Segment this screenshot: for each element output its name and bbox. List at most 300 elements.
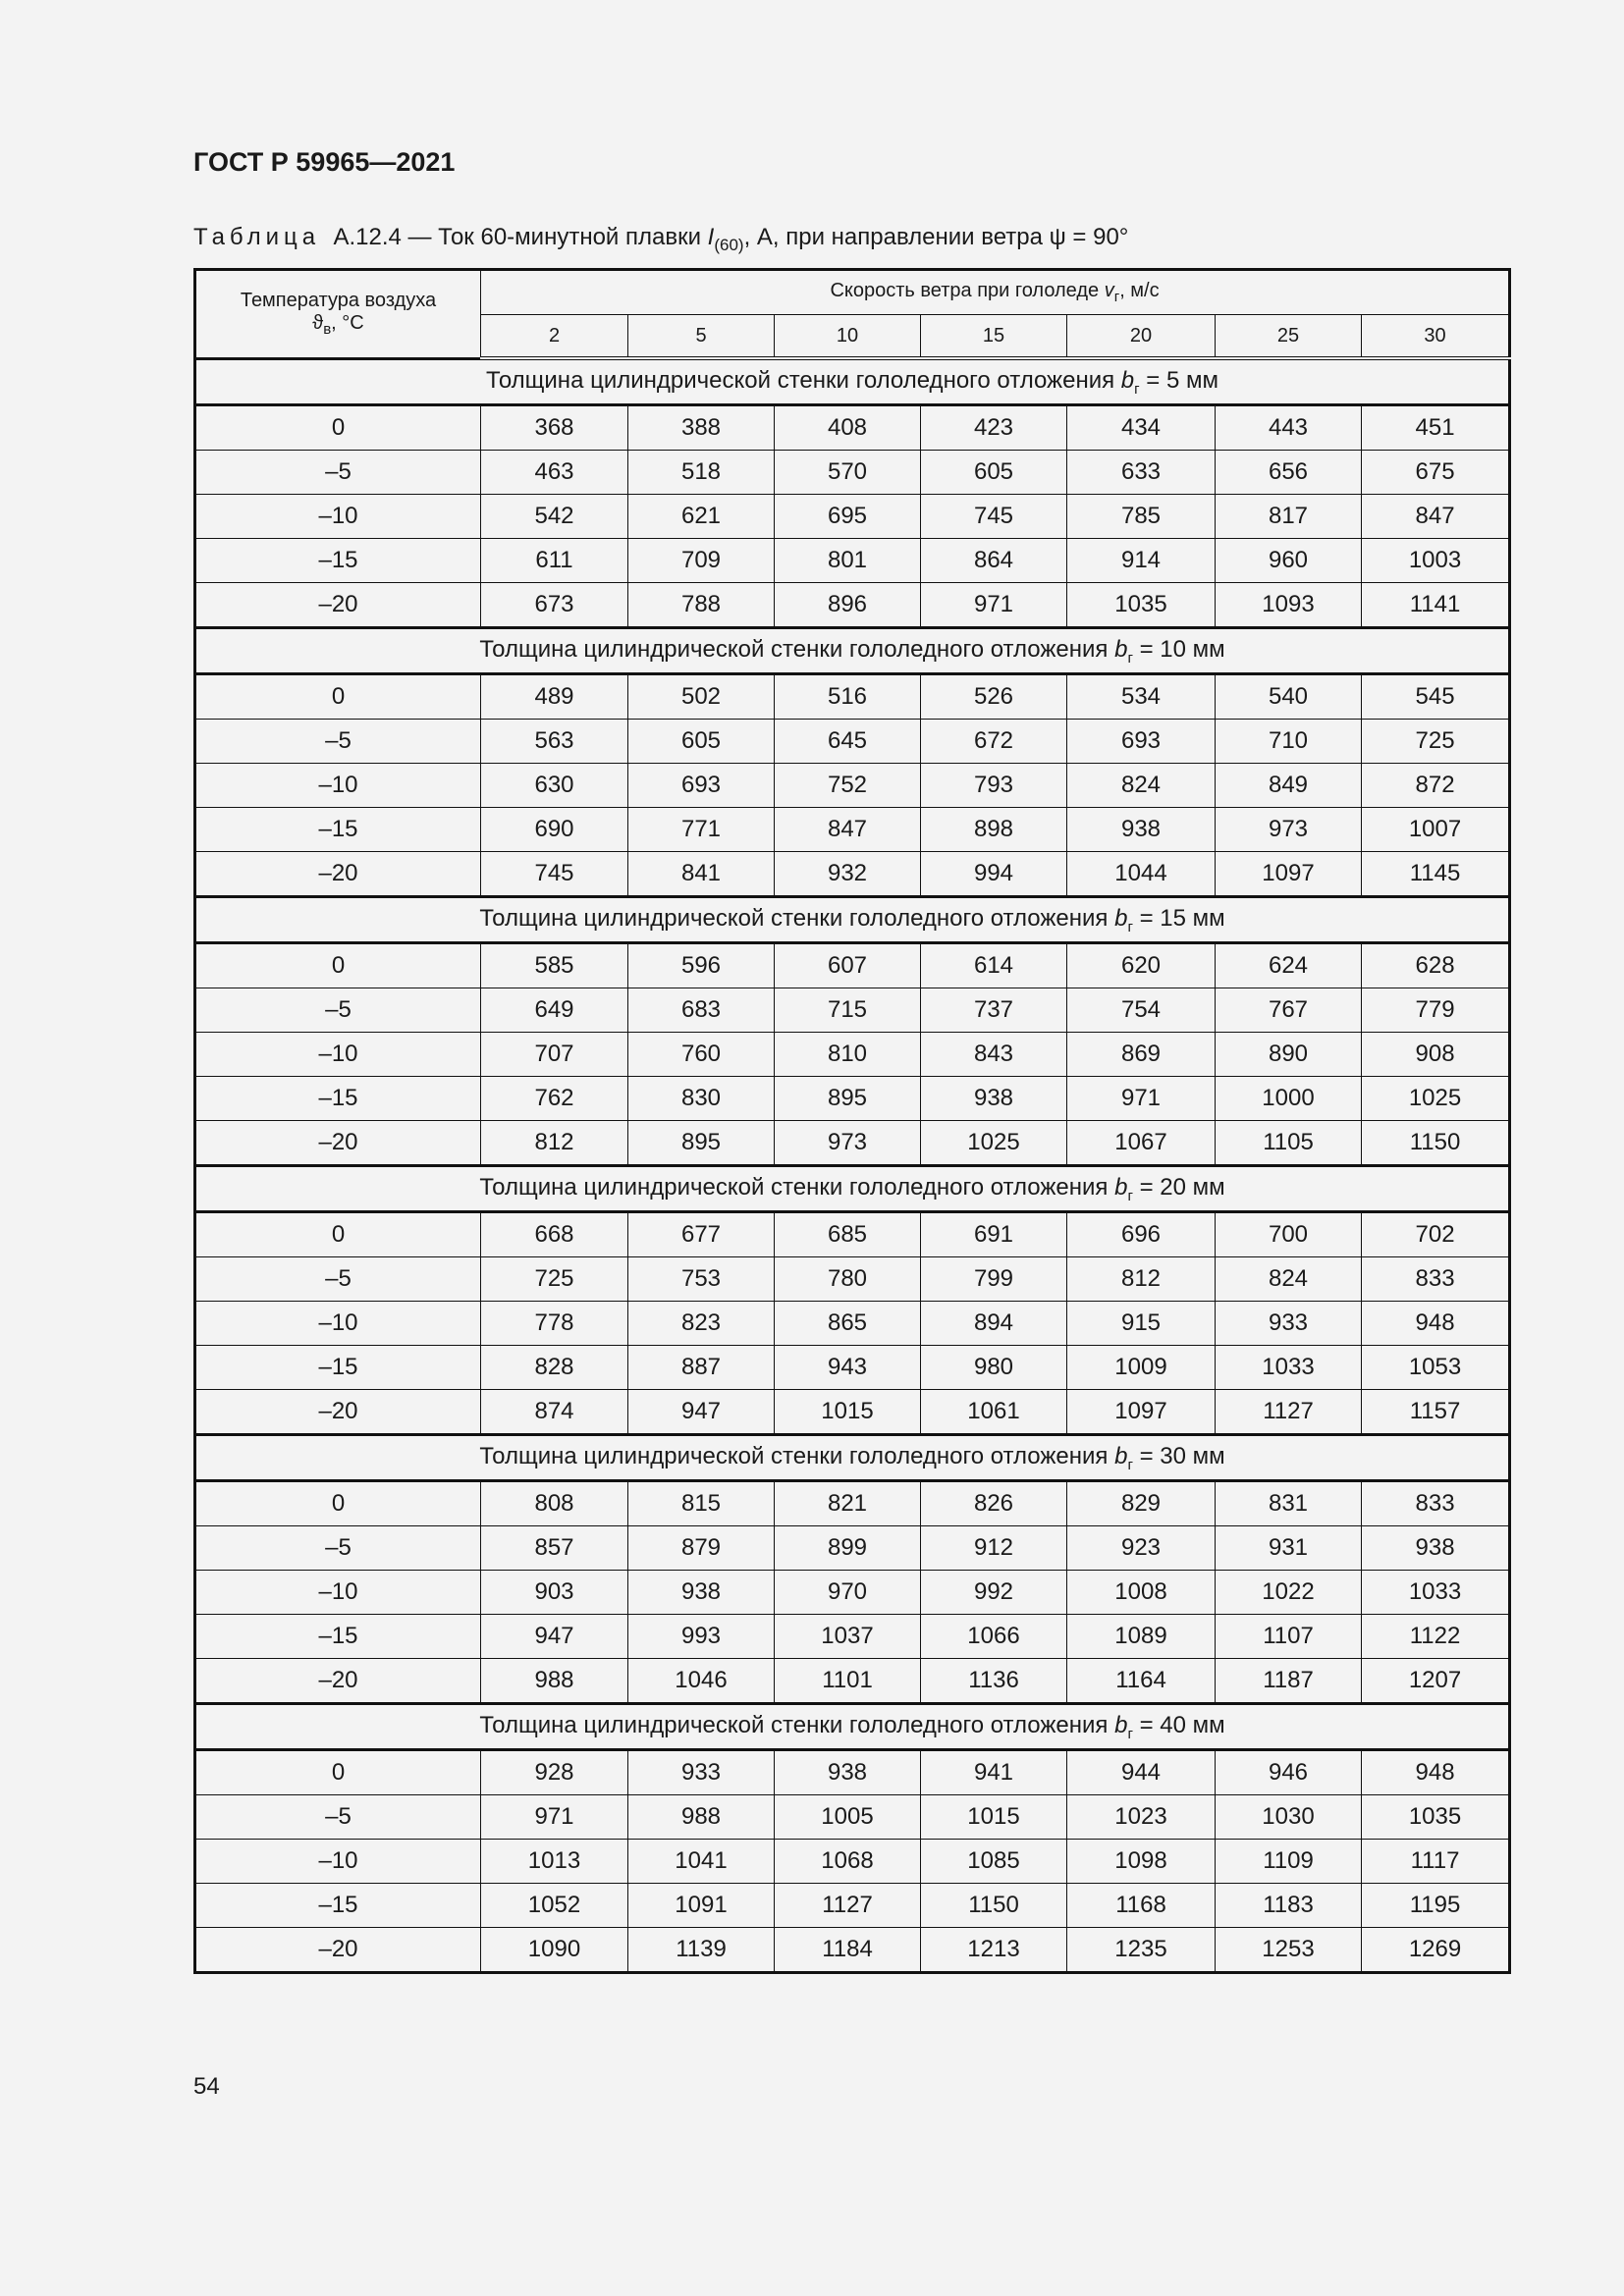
current-value-cell: 941 bbox=[921, 1750, 1067, 1795]
current-value-cell: 895 bbox=[628, 1121, 775, 1166]
temperature-cell: –20 bbox=[195, 1390, 481, 1435]
temperature-cell: –10 bbox=[195, 764, 481, 808]
current-value-cell: 938 bbox=[775, 1750, 921, 1795]
current-value-cell: 1005 bbox=[775, 1795, 921, 1840]
section-symbol: b bbox=[1120, 366, 1135, 394]
table-row bbox=[195, 1884, 1510, 1928]
current-value-cell: 843 bbox=[921, 1033, 1067, 1077]
current-value-cell: 1097 bbox=[1216, 852, 1362, 897]
current-value-cell: 691 bbox=[921, 1212, 1067, 1257]
section-row bbox=[195, 358, 1510, 405]
current-value-cell: 677 bbox=[628, 1212, 775, 1257]
current-value-cell: 841 bbox=[628, 852, 775, 897]
current-value-cell: 1101 bbox=[775, 1659, 921, 1704]
section-label: Толщина цилиндрической стенки гололедного отложения bbox=[479, 635, 1115, 663]
current-value-cell: 621 bbox=[628, 495, 775, 539]
current-value-cell: 753 bbox=[628, 1257, 775, 1302]
current-value-cell: 898 bbox=[921, 808, 1067, 852]
table-row bbox=[195, 988, 1510, 1033]
current-value-cell: 938 bbox=[1362, 1526, 1510, 1571]
current-value-cell: 408 bbox=[775, 405, 921, 451]
temperature-cell: 0 bbox=[195, 1481, 481, 1526]
current-value-cell: 980 bbox=[921, 1346, 1067, 1390]
table-row bbox=[195, 764, 1510, 808]
current-value-cell: 628 bbox=[1362, 943, 1510, 988]
current-value-cell: 725 bbox=[1362, 720, 1510, 764]
current-value-cell: 915 bbox=[1067, 1302, 1216, 1346]
table-row bbox=[195, 674, 1510, 720]
current-value-cell: 1053 bbox=[1362, 1346, 1510, 1390]
current-value-cell: 1015 bbox=[775, 1390, 921, 1435]
current-value-cell: 960 bbox=[1216, 539, 1362, 583]
temperature-cell: –5 bbox=[195, 988, 481, 1033]
current-value-cell: 1184 bbox=[775, 1928, 921, 1973]
current-value-cell: 1015 bbox=[921, 1795, 1067, 1840]
temperature-cell: –20 bbox=[195, 1659, 481, 1704]
current-value-cell: 821 bbox=[775, 1481, 921, 1526]
current-value-cell: 675 bbox=[1362, 451, 1510, 495]
current-value-cell: 815 bbox=[628, 1481, 775, 1526]
current-value-cell: 847 bbox=[775, 808, 921, 852]
current-value-cell: 767 bbox=[1216, 988, 1362, 1033]
table-row bbox=[195, 583, 1510, 628]
current-value-cell: 857 bbox=[481, 1526, 628, 1571]
speed-column-header: 25 bbox=[1216, 315, 1362, 359]
temperature-cell: –20 bbox=[195, 852, 481, 897]
current-value-cell: 614 bbox=[921, 943, 1067, 988]
current-value-cell: 948 bbox=[1362, 1750, 1510, 1795]
current-value-cell: 1150 bbox=[921, 1884, 1067, 1928]
table-row bbox=[195, 1346, 1510, 1390]
section-subscript: г bbox=[1127, 918, 1133, 935]
current-value-cell: 895 bbox=[775, 1077, 921, 1121]
table-row bbox=[195, 1571, 1510, 1615]
current-value-cell: 1105 bbox=[1216, 1121, 1362, 1166]
current-value-cell: 1044 bbox=[1067, 852, 1216, 897]
current-value-cell: 943 bbox=[775, 1346, 921, 1390]
current-value-cell: 812 bbox=[1067, 1257, 1216, 1302]
current-value-cell: 833 bbox=[1362, 1481, 1510, 1526]
speed-column-header: 2 bbox=[481, 315, 628, 359]
speed-column-header: 20 bbox=[1067, 315, 1216, 359]
section-symbol: b bbox=[1114, 1442, 1128, 1469]
section-thickness: = 10 мм bbox=[1132, 635, 1225, 663]
wind-speed-header bbox=[481, 270, 1510, 315]
wind-speed-label: Скорость ветра при гололеде bbox=[830, 280, 1105, 301]
current-value-cell: 685 bbox=[775, 1212, 921, 1257]
current-value-cell: 872 bbox=[1362, 764, 1510, 808]
current-value-cell: 771 bbox=[628, 808, 775, 852]
temperature-cell: –5 bbox=[195, 720, 481, 764]
current-value-cell: 896 bbox=[775, 583, 921, 628]
section-heading bbox=[195, 628, 1510, 674]
section-label: Толщина цилиндрической стенки гололедного отложения bbox=[479, 904, 1115, 932]
table-row bbox=[195, 943, 1510, 988]
current-value-cell: 443 bbox=[1216, 405, 1362, 451]
current-value-cell: 1117 bbox=[1362, 1840, 1510, 1884]
section-symbol: b bbox=[1114, 1711, 1128, 1738]
current-value-cell: 799 bbox=[921, 1257, 1067, 1302]
current-value-cell: 865 bbox=[775, 1302, 921, 1346]
current-value-cell: 1037 bbox=[775, 1615, 921, 1659]
current-value-cell: 710 bbox=[1216, 720, 1362, 764]
current-value-cell: 1008 bbox=[1067, 1571, 1216, 1615]
temperature-cell: –10 bbox=[195, 1033, 481, 1077]
current-value-cell: 1067 bbox=[1067, 1121, 1216, 1166]
current-value-cell: 1007 bbox=[1362, 808, 1510, 852]
current-value-cell: 700 bbox=[1216, 1212, 1362, 1257]
current-value-cell: 801 bbox=[775, 539, 921, 583]
current-value-cell: 1025 bbox=[921, 1121, 1067, 1166]
section-label: Толщина цилиндрической стенки гололедного отложения bbox=[479, 1173, 1115, 1201]
current-value-cell: 1122 bbox=[1362, 1615, 1510, 1659]
current-value-cell: 908 bbox=[1362, 1033, 1510, 1077]
current-value-cell: 823 bbox=[628, 1302, 775, 1346]
table-row bbox=[195, 451, 1510, 495]
current-value-cell: 1195 bbox=[1362, 1884, 1510, 1928]
current-value-cell: 988 bbox=[628, 1795, 775, 1840]
current-value-cell: 673 bbox=[481, 583, 628, 628]
current-value-cell: 451 bbox=[1362, 405, 1510, 451]
section-subscript: г bbox=[1127, 1456, 1133, 1473]
current-value-cell: 899 bbox=[775, 1526, 921, 1571]
current-value-cell: 948 bbox=[1362, 1302, 1510, 1346]
current-value-cell: 1127 bbox=[1216, 1390, 1362, 1435]
table-row bbox=[195, 1077, 1510, 1121]
current-value-cell: 690 bbox=[481, 808, 628, 852]
current-value-cell: 745 bbox=[481, 852, 628, 897]
current-value-cell: 931 bbox=[1216, 1526, 1362, 1571]
temperature-cell: –20 bbox=[195, 1121, 481, 1166]
current-value-cell: 785 bbox=[1067, 495, 1216, 539]
temperature-cell: –15 bbox=[195, 808, 481, 852]
current-value-cell: 752 bbox=[775, 764, 921, 808]
table-row bbox=[195, 1795, 1510, 1840]
current-value-cell: 779 bbox=[1362, 988, 1510, 1033]
current-value-cell: 947 bbox=[481, 1615, 628, 1659]
table-row bbox=[195, 1481, 1510, 1526]
current-value-cell: 1003 bbox=[1362, 539, 1510, 583]
current-value-cell: 1066 bbox=[921, 1615, 1067, 1659]
current-value-cell: 630 bbox=[481, 764, 628, 808]
current-value-cell: 502 bbox=[628, 674, 775, 720]
current-value-cell: 1023 bbox=[1067, 1795, 1216, 1840]
current-value-cell: 788 bbox=[628, 583, 775, 628]
current-value-cell: 808 bbox=[481, 1481, 628, 1526]
section-thickness: = 20 мм bbox=[1132, 1173, 1225, 1201]
section-row bbox=[195, 1704, 1510, 1750]
current-value-cell: 1022 bbox=[1216, 1571, 1362, 1615]
current-value-cell: 1093 bbox=[1216, 583, 1362, 628]
current-value-cell: 542 bbox=[481, 495, 628, 539]
current-value-cell: 1090 bbox=[481, 1928, 628, 1973]
current-value-cell: 971 bbox=[481, 1795, 628, 1840]
temperature-cell: 0 bbox=[195, 943, 481, 988]
current-value-cell: 1052 bbox=[481, 1884, 628, 1928]
header-row bbox=[195, 270, 1510, 315]
current-value-cell: 993 bbox=[628, 1615, 775, 1659]
current-value-cell: 912 bbox=[921, 1526, 1067, 1571]
current-value-cell: 890 bbox=[1216, 1033, 1362, 1077]
current-value-cell: 1030 bbox=[1216, 1795, 1362, 1840]
current-value-cell: 762 bbox=[481, 1077, 628, 1121]
temperature-cell: –5 bbox=[195, 1257, 481, 1302]
current-value-cell: 793 bbox=[921, 764, 1067, 808]
caption-suffix: , А, при направлении ветра ψ = 90° bbox=[743, 224, 1129, 250]
section-symbol: b bbox=[1114, 1173, 1128, 1201]
current-value-cell: 1068 bbox=[775, 1840, 921, 1884]
current-value-cell: 649 bbox=[481, 988, 628, 1033]
section-subscript: г bbox=[1127, 649, 1133, 667]
table-row bbox=[195, 1615, 1510, 1659]
current-value-cell: 540 bbox=[1216, 674, 1362, 720]
current-value-cell: 1009 bbox=[1067, 1346, 1216, 1390]
current-value-cell: 828 bbox=[481, 1346, 628, 1390]
current-value-cell: 1269 bbox=[1362, 1928, 1510, 1973]
table-row bbox=[195, 1212, 1510, 1257]
table-caption bbox=[193, 224, 1128, 255]
current-value-cell: 1213 bbox=[921, 1928, 1067, 1973]
current-value-cell: 879 bbox=[628, 1526, 775, 1571]
section-heading bbox=[195, 897, 1510, 943]
current-value-cell: 887 bbox=[628, 1346, 775, 1390]
temperature-cell: 0 bbox=[195, 405, 481, 451]
current-value-cell: 824 bbox=[1216, 1257, 1362, 1302]
table-row bbox=[195, 1840, 1510, 1884]
caption-subscript: (60) bbox=[714, 235, 744, 254]
current-value-cell: 1164 bbox=[1067, 1659, 1216, 1704]
table-row bbox=[195, 1257, 1510, 1302]
temperature-cell: –15 bbox=[195, 1346, 481, 1390]
current-value-cell: 1109 bbox=[1216, 1840, 1362, 1884]
current-value-cell: 894 bbox=[921, 1302, 1067, 1346]
current-value-cell: 707 bbox=[481, 1033, 628, 1077]
current-value-cell: 812 bbox=[481, 1121, 628, 1166]
current-value-cell: 1150 bbox=[1362, 1121, 1510, 1166]
current-value-cell: 1025 bbox=[1362, 1077, 1510, 1121]
current-value-cell: 864 bbox=[921, 539, 1067, 583]
current-value-cell: 1136 bbox=[921, 1659, 1067, 1704]
temperature-cell: –15 bbox=[195, 1077, 481, 1121]
caption-symbol: I bbox=[707, 224, 715, 250]
section-row bbox=[195, 628, 1510, 674]
current-value-cell: 847 bbox=[1362, 495, 1510, 539]
section-subscript: г bbox=[1127, 1725, 1133, 1742]
current-value-cell: 1013 bbox=[481, 1840, 628, 1884]
section-thickness: = 15 мм bbox=[1132, 904, 1225, 932]
current-value-cell: 1168 bbox=[1067, 1884, 1216, 1928]
section-row bbox=[195, 1435, 1510, 1481]
current-value-cell: 973 bbox=[1216, 808, 1362, 852]
current-value-cell: 944 bbox=[1067, 1750, 1216, 1795]
temperature-cell: –5 bbox=[195, 1526, 481, 1571]
current-value-cell: 1235 bbox=[1067, 1928, 1216, 1973]
speed-column-header: 30 bbox=[1362, 315, 1510, 359]
current-value-cell: 994 bbox=[921, 852, 1067, 897]
current-value-cell: 933 bbox=[628, 1750, 775, 1795]
current-value-cell: 1033 bbox=[1216, 1346, 1362, 1390]
current-value-cell: 624 bbox=[1216, 943, 1362, 988]
section-heading bbox=[195, 1166, 1510, 1212]
current-value-cell: 1033 bbox=[1362, 1571, 1510, 1615]
table-row bbox=[195, 1033, 1510, 1077]
temperature-cell: –10 bbox=[195, 1302, 481, 1346]
temperature-cell: 0 bbox=[195, 674, 481, 720]
temperature-unit: , °С bbox=[331, 312, 364, 335]
current-value-cell: 668 bbox=[481, 1212, 628, 1257]
current-value-cell: 1085 bbox=[921, 1840, 1067, 1884]
current-value-cell: 1035 bbox=[1067, 583, 1216, 628]
temperature-cell: –15 bbox=[195, 539, 481, 583]
current-value-cell: 760 bbox=[628, 1033, 775, 1077]
current-value-cell: 923 bbox=[1067, 1526, 1216, 1571]
section-thickness: = 30 мм bbox=[1132, 1442, 1225, 1469]
current-value-cell: 971 bbox=[921, 583, 1067, 628]
current-value-cell: 1183 bbox=[1216, 1884, 1362, 1928]
current-value-cell: 830 bbox=[628, 1077, 775, 1121]
current-value-cell: 388 bbox=[628, 405, 775, 451]
current-value-cell: 570 bbox=[775, 451, 921, 495]
current-value-cell: 874 bbox=[481, 1390, 628, 1435]
current-value-cell: 737 bbox=[921, 988, 1067, 1033]
temperature-symbol: ϑ bbox=[312, 312, 324, 335]
current-value-cell: 992 bbox=[921, 1571, 1067, 1615]
current-value-cell: 938 bbox=[921, 1077, 1067, 1121]
current-value-cell: 672 bbox=[921, 720, 1067, 764]
current-value-cell: 518 bbox=[628, 451, 775, 495]
current-value-cell: 810 bbox=[775, 1033, 921, 1077]
current-value-cell: 683 bbox=[628, 988, 775, 1033]
current-value-cell: 973 bbox=[775, 1121, 921, 1166]
data-table bbox=[193, 268, 1511, 1974]
temperature-cell: 0 bbox=[195, 1750, 481, 1795]
current-value-cell: 946 bbox=[1216, 1750, 1362, 1795]
current-value-cell: 534 bbox=[1067, 674, 1216, 720]
temperature-cell: –15 bbox=[195, 1884, 481, 1928]
current-value-cell: 715 bbox=[775, 988, 921, 1033]
caption-prefix: Таблица bbox=[193, 224, 321, 250]
table-row bbox=[195, 808, 1510, 852]
current-value-cell: 824 bbox=[1067, 764, 1216, 808]
current-value-cell: 829 bbox=[1067, 1481, 1216, 1526]
table-row bbox=[195, 1302, 1510, 1346]
current-value-cell: 725 bbox=[481, 1257, 628, 1302]
temperature-cell: –10 bbox=[195, 1571, 481, 1615]
current-value-cell: 869 bbox=[1067, 1033, 1216, 1077]
current-value-cell: 1187 bbox=[1216, 1659, 1362, 1704]
current-value-cell: 938 bbox=[628, 1571, 775, 1615]
temperature-subscript: в bbox=[323, 321, 332, 339]
current-value-cell: 1127 bbox=[775, 1884, 921, 1928]
table-row bbox=[195, 1121, 1510, 1166]
current-value-cell: 932 bbox=[775, 852, 921, 897]
wind-speed-symbol: v bbox=[1104, 280, 1114, 301]
document-title: ГОСТ Р 59965—2021 bbox=[193, 147, 456, 177]
current-value-cell: 605 bbox=[628, 720, 775, 764]
table-row bbox=[195, 539, 1510, 583]
caption-text: А.12.4 — Ток 60-минутной плавки bbox=[333, 224, 708, 250]
current-value-cell: 1097 bbox=[1067, 1390, 1216, 1435]
current-value-cell: 1141 bbox=[1362, 583, 1510, 628]
current-value-cell: 928 bbox=[481, 1750, 628, 1795]
current-value-cell: 611 bbox=[481, 539, 628, 583]
current-value-cell: 903 bbox=[481, 1571, 628, 1615]
speed-column-header: 15 bbox=[921, 315, 1067, 359]
current-value-cell: 1253 bbox=[1216, 1928, 1362, 1973]
current-value-cell: 696 bbox=[1067, 1212, 1216, 1257]
current-value-cell: 545 bbox=[1362, 674, 1510, 720]
temperature-cell: –20 bbox=[195, 583, 481, 628]
current-value-cell: 368 bbox=[481, 405, 628, 451]
temperature-cell: 0 bbox=[195, 1212, 481, 1257]
temperature-cell: –15 bbox=[195, 1615, 481, 1659]
section-subscript: г bbox=[1134, 380, 1140, 398]
current-value-cell: 1061 bbox=[921, 1390, 1067, 1435]
table-row bbox=[195, 1659, 1510, 1704]
current-value-cell: 1000 bbox=[1216, 1077, 1362, 1121]
current-value-cell: 1046 bbox=[628, 1659, 775, 1704]
temperature-header bbox=[195, 270, 481, 359]
current-value-cell: 702 bbox=[1362, 1212, 1510, 1257]
current-value-cell: 971 bbox=[1067, 1077, 1216, 1121]
current-value-cell: 1091 bbox=[628, 1884, 775, 1928]
section-row bbox=[195, 1166, 1510, 1212]
table-row bbox=[195, 1928, 1510, 1973]
section-label: Толщина цилиндрической стенки гололедного отложения bbox=[486, 366, 1121, 394]
temperature-cell: –5 bbox=[195, 1795, 481, 1840]
current-value-cell: 826 bbox=[921, 1481, 1067, 1526]
current-value-cell: 947 bbox=[628, 1390, 775, 1435]
current-value-cell: 1145 bbox=[1362, 852, 1510, 897]
current-value-cell: 1041 bbox=[628, 1840, 775, 1884]
section-symbol: b bbox=[1114, 904, 1128, 932]
current-value-cell: 1157 bbox=[1362, 1390, 1510, 1435]
table-row bbox=[195, 1750, 1510, 1795]
section-symbol: b bbox=[1114, 635, 1128, 663]
wind-speed-unit: , м/с bbox=[1119, 280, 1160, 301]
table-row bbox=[195, 1390, 1510, 1435]
current-value-cell: 563 bbox=[481, 720, 628, 764]
current-value-cell: 938 bbox=[1067, 808, 1216, 852]
section-subscript: г bbox=[1127, 1187, 1133, 1204]
current-value-cell: 434 bbox=[1067, 405, 1216, 451]
current-value-cell: 693 bbox=[628, 764, 775, 808]
table-row bbox=[195, 720, 1510, 764]
section-label: Толщина цилиндрической стенки гололедного отложения bbox=[479, 1711, 1115, 1738]
current-value-cell: 645 bbox=[775, 720, 921, 764]
current-value-cell: 1107 bbox=[1216, 1615, 1362, 1659]
current-value-cell: 709 bbox=[628, 539, 775, 583]
current-value-cell: 605 bbox=[921, 451, 1067, 495]
temperature-cell: –20 bbox=[195, 1928, 481, 1973]
current-value-cell: 1089 bbox=[1067, 1615, 1216, 1659]
temperature-cell: –5 bbox=[195, 451, 481, 495]
current-value-cell: 607 bbox=[775, 943, 921, 988]
current-value-cell: 656 bbox=[1216, 451, 1362, 495]
temperature-label: Температура воздуха bbox=[240, 290, 437, 312]
section-thickness: = 40 мм bbox=[1132, 1711, 1225, 1738]
current-value-cell: 1098 bbox=[1067, 1840, 1216, 1884]
current-value-cell: 1035 bbox=[1362, 1795, 1510, 1840]
current-value-cell: 596 bbox=[628, 943, 775, 988]
current-value-cell: 516 bbox=[775, 674, 921, 720]
section-thickness: = 5 мм bbox=[1139, 366, 1218, 394]
current-value-cell: 849 bbox=[1216, 764, 1362, 808]
current-value-cell: 933 bbox=[1216, 1302, 1362, 1346]
speed-column-header: 10 bbox=[775, 315, 921, 359]
current-value-cell: 970 bbox=[775, 1571, 921, 1615]
current-value-cell: 778 bbox=[481, 1302, 628, 1346]
